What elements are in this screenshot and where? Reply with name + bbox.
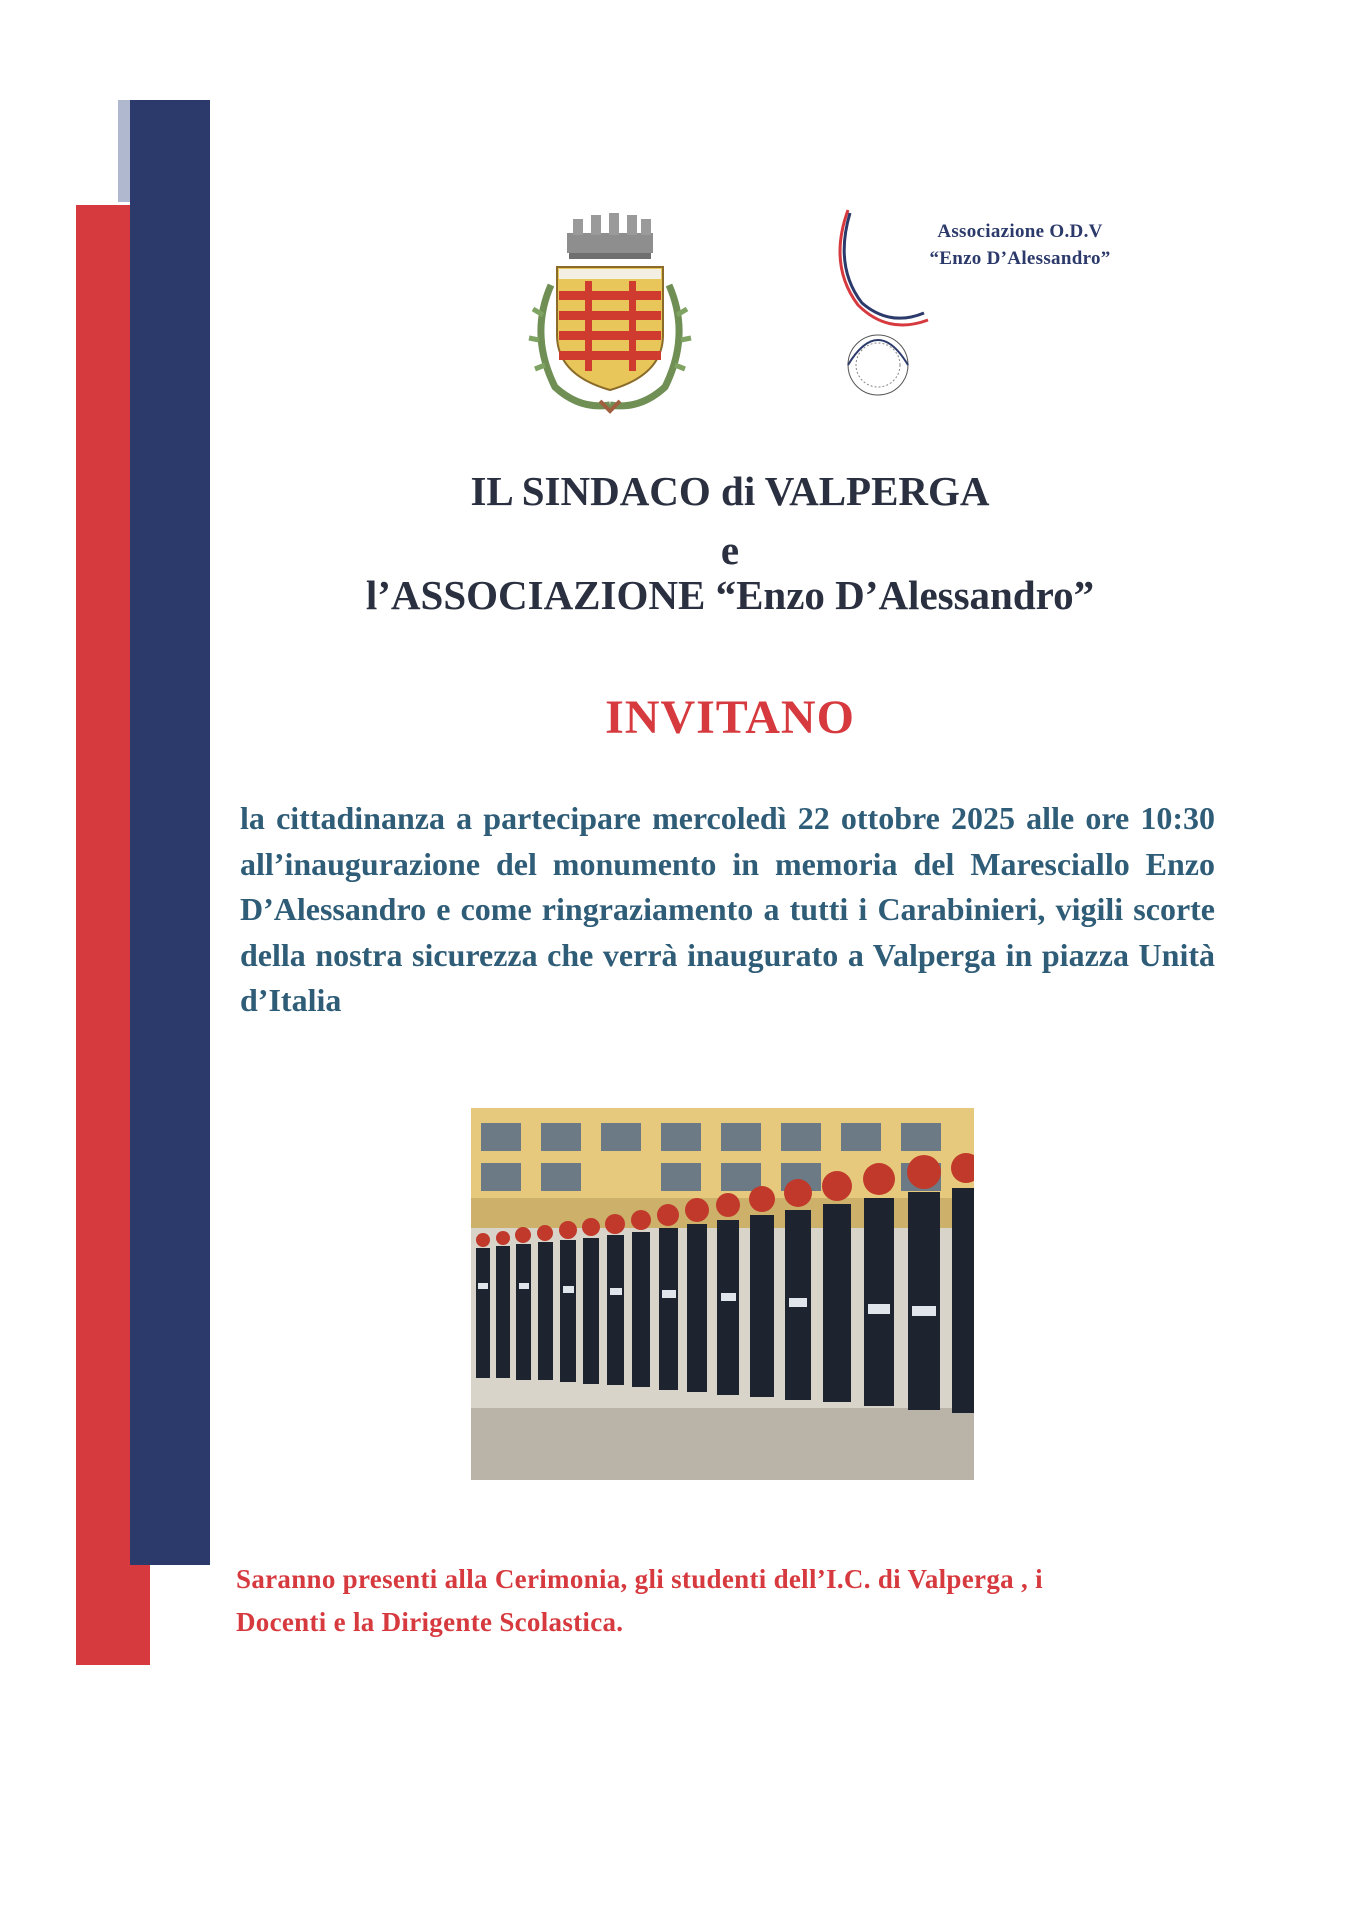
decorative-blue-stripe (130, 100, 210, 1565)
association-name-line1: Associazione O.D.V (937, 221, 1103, 242)
carabinieri-parade-photo (471, 1108, 974, 1480)
association-name-line2: “Enzo D’Alessandro” (929, 248, 1111, 269)
heading-mayor: IL SINDACO di VALPERGA (470, 468, 990, 514)
invitation-body: la cittadinanza a partecipare mercoledì 22 ottobre 2025 alle ore 10:30 all’inaugurazione del monumento in memoria del Maresciallo Enzo D’Alessandro e come ringraziamento a tutti i Carabinieri, vigili scorte della nostra sicurezza che verrà inaugurato a Valperga in piazza Unità d’Italia (240, 800, 1215, 1018)
heading-association: l’ASSOCIAZIONE “Enzo D’Alessandro” (365, 572, 1095, 618)
invite-title: INVITANO (605, 691, 855, 744)
ceremony-note: Saranno presenti alla Cerimonia, gli studenti dell’I.C. di Valperga , i Docenti e la Dirigente Scolastica. (236, 1564, 1043, 1637)
decorative-thin-stripe (118, 100, 130, 202)
association-name (900, 218, 1140, 272)
valperga-crest-icon (525, 205, 695, 420)
heading-conjunction: e (720, 527, 740, 573)
